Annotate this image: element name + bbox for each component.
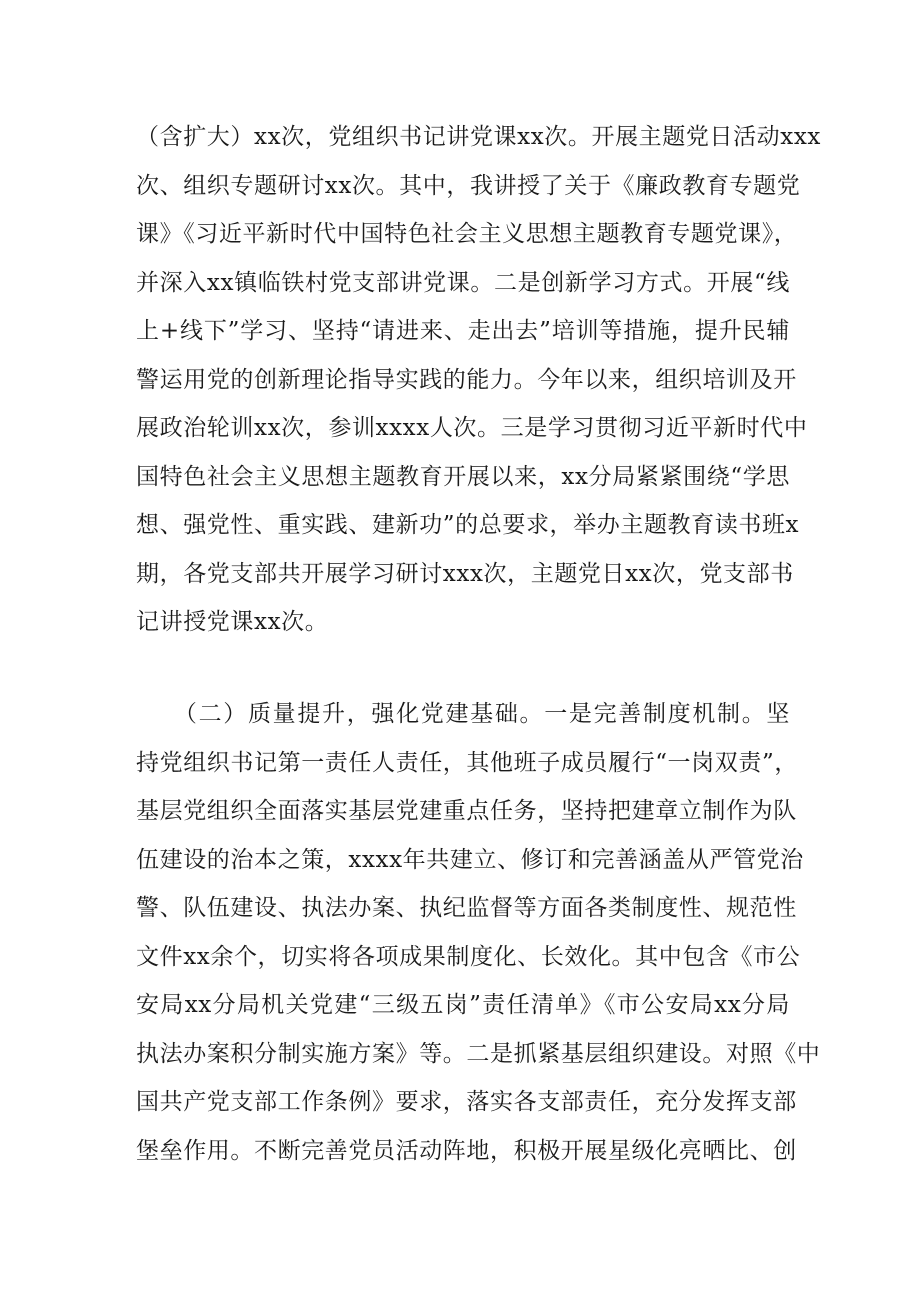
text-line: 展政治轮训xx次，参训xxxx人次。三是学习贯彻习近平新时代中: [136, 415, 808, 441]
text-line: 并深入xx镇临铁村党支部讲党课。二是创新学习方式。开展“线: [136, 269, 790, 296]
text-line: 上+线下”学习、坚持“请进来、走出去”培训等措施，提升民辅: [136, 318, 790, 344]
text-line: 警运用党的创新理论指导实践的能力。今年以来，组织培训及开: [136, 366, 797, 393]
text-line: （二）质量提升，强化党建基础。一是完善制度机制。坚: [136, 701, 790, 727]
text-line: 国共产党支部工作条例》要求，落实各支部责任，充分发挥支部: [136, 1089, 797, 1115]
text-line: （含扩大）xx次，党组织书记讲党课xx次。开展主题党日活动xxx: [136, 124, 821, 150]
text-line: 文件xx余个，切实将各项成果制度化、长效化。其中包含《市公: [136, 943, 801, 970]
text-line: 堡垒作用。不断完善党员活动阵地，积极开展星级化亮晒比、创: [136, 1137, 797, 1164]
text-line: 国特色社会主义思想主题教育开展以来，xx分局紧紧围绕“学思: [136, 463, 790, 490]
text-line: 期，各党支部共开展学习研讨xxx次，主题党日xx次，党支部书: [136, 560, 794, 587]
text-line: 安局xx分局机关党建“三级五岗”责任清单》《市公安局xx分局: [136, 992, 790, 1018]
text-line: 基层党组织全面落实基层党建重点任务，坚持把建章立制作为队: [136, 798, 797, 824]
text-line: 执法办案积分制实施方案》等。二是抓紧基层组织建设。对照《中: [136, 1040, 821, 1067]
paragraph-study: [136, 113, 821, 647]
text-line: 记讲授党课xx次。: [136, 609, 329, 635]
text-line: 持党组织书记第一责任人责任，其他班子成员履行“一岗双责”，: [136, 749, 798, 776]
text-line: 次、组织专题研讨xx次。其中，我讲授了关于《廉政教育专题党: [136, 172, 801, 199]
text-line: 警、队伍建设、执法办案、执纪监督等方面各类制度性、规范性: [136, 895, 797, 921]
text-line: 想、强党性、重实践、建新功”的总要求，举办主题教育读书班x: [136, 512, 800, 538]
text-line: 课》《习近平新时代中国特色社会主义思想主题教育专题党课》，: [136, 221, 798, 247]
text-line: 伍建设的治本之策，xxxx年共建立、修订和完善涵盖从严管党治: [136, 846, 804, 873]
paragraph-quality: [136, 690, 821, 1175]
